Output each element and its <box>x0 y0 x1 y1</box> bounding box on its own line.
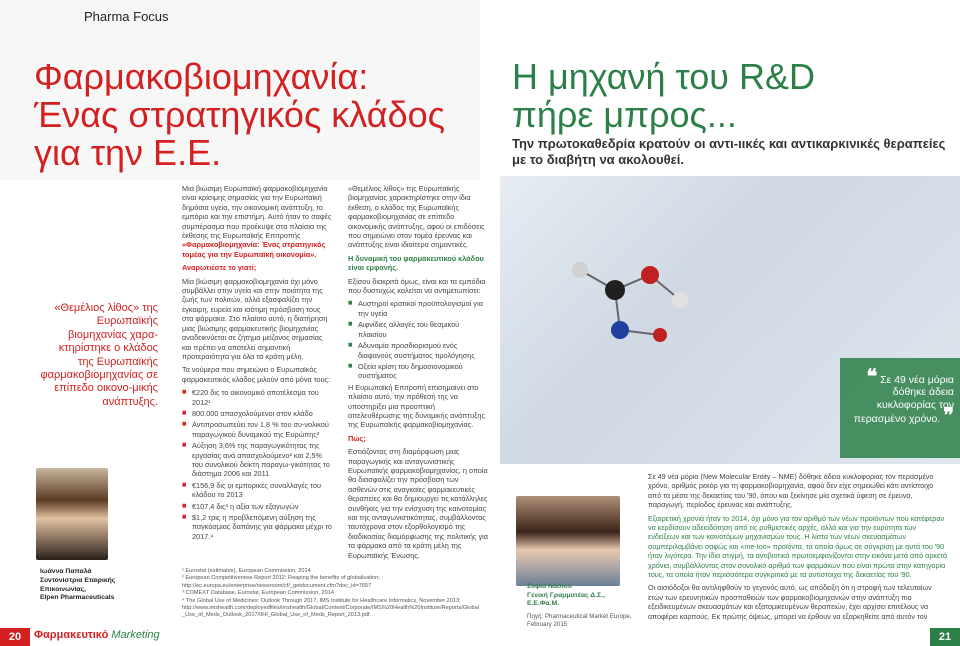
pull-quote-left: «Θεμέλιος λίθος» της Ευρωπαϊκής βιομηχανίας χαρα-κτηρίστηκε ο κλάδος της Ευρωπαϊκής φαρμακοβιομηχανίας σε επίπεδο οικονο-μικής ανάπτυξης. <box>40 302 158 408</box>
title-line: πήρε μπρος... <box>512 94 737 135</box>
footnote: ² European Competitiveness Report 2012: Reaping the benefits of globalisation; <box>182 575 380 582</box>
pull-quote-right: ❝ Σε 49 νέα μόρια δόθηκε άδεια κυκλοφορίας τον περασμένο χρόνο. ❞ <box>853 366 954 428</box>
article-title-right <box>512 58 952 134</box>
paragraph: Εξίσου διακριτά όμως, είναι και τα εμπόδια που δυστυχώς καλείται να αντιμετωπίσει: <box>348 276 486 296</box>
list-item: ▮▮ Αιφνίδιες αλλαγές του θεσμικού πλαισίου <box>348 320 488 339</box>
report-title: «Φαρμακοβιομηχανία: Ένας στρατηγικός τομέας για την Ευρωπαϊκή οικονομία». <box>182 240 326 259</box>
footnote-link[interactable]: http://www.imshealth.com/deployedfiles/imshealth/Global/Content/Corporate/IMS%20Health%20Institute/Reports/Global_Use_of_Meds_Outlook_2017/IIHI_Global_Use_of_Meds_Report_2013.pdf. <box>182 605 479 619</box>
paragraph: Οι αισιόδοξοι θα αντιληφθούν το γεγονός αυτό, ως απόδειξη ότι η στροφή των τελευταίων ετών των ερευνητικών προσπαθειών των φαρμακοβιομηχανιών στην ανάπτυξη πιο εξειδικευμένων σκευασμάτων και εξατομικευμένων θεραπειών, έχει αρχίσει επιτέλους να αποφέρει καρπούς. Εκ πρώτης όψεως, μπορεί να έρθουν να εξαρκηθείτε από αυτόν τον <box>648 583 932 621</box>
section-heading: Αναρωτιέστε το γιατί; <box>182 263 257 273</box>
article-column-3 <box>648 472 948 625</box>
article-column-1 <box>182 184 332 543</box>
paragraph: Εστιάζοντας στη διαμόρφωση μιας παραγωγικής και ανταγωνιστικής Ευρωπαϊκής φαρμακοβιομηχανίας, η οποία θα διασφαλίζει την πρόσβαση των ασθενών στις αναγκαίες φαρμακευτικές θεραπείες και θα δημιουργεί τις κατάλληλες συνθήκες για την ενίσχυση της καινοτομίας και της ανταγωνιστικότητας, συμβάλλοντας ταυτόχρονα στον εξορθολογισμό της διαδικασίας διαμόρφωσης της πολιτικής για τα φάρμακα από τα κράτη μέλη της Ευρωπαϊκής Ένωσης. <box>348 447 488 560</box>
paragraph: Μια βιώσιμη Ευρωπαϊκή φαρμακοβιομηχανία είναι κρίσιμης σημασίας για την Ευρωπαϊκή δημόσια υγεία, την οικονομική ανάπτυξη, το εμπόριο και την επιστήμη. Αυτό ήταν το σαφές συμπέρασμα που προέκυψε στα πλαίσια της έκθεσης της Ευρωπαϊκής Επιτροπής «Φαρμακοβιομηχανία: Ένας στρατηγικός τομέας για την Ευρωπαϊκή οικονομία». <box>182 184 332 259</box>
source-note: Πηγή: Pharmaceutical Market Europe, February 2015 <box>527 613 632 628</box>
open-quote-icon: ❝ <box>866 366 878 388</box>
footnote-link[interactable]: http://ec.europa.eu/enterprise/newsroom/cf/_getdocument.cfm?doc_id=7657 <box>182 582 372 589</box>
section-label: Pharma Focus <box>84 9 169 24</box>
article-column-2 <box>348 184 488 564</box>
person-company: Elpen Pharmaceuticals <box>40 594 115 602</box>
person-company: Ε.Ε.Φα.Μ. <box>527 600 560 608</box>
list-item: ▮▮ Αυστηροί κρατικοί προϋπολογισμοί για την υγεία <box>348 299 488 318</box>
list-item: ▮▮ €107,4 δις³ η αξία των εξαγωγών <box>182 502 332 511</box>
person-name: Σοφία Νάσιου <box>527 583 572 590</box>
page-number-right: 21 <box>930 628 960 646</box>
footnote: ³ COMEXT Database, Eurostat, European Commission, 2014 <box>182 590 334 597</box>
person-role: Συντονίστρια Εταιρικής Επικοινωνίας, <box>40 576 116 593</box>
paragraph: Τα νούμερα που σημειώνει ο Ευρωπαϊκός φαρμακευτικός κλάδος μιλούν από μόνα τους: <box>182 365 331 384</box>
list-item: ▮▮ Αύξηση 3,6% της παραγωγικότητας της εργασίας ανά απασχολούμενο² και 2,5% του συνολικού δείκτη παραγω-γικότητας το διάστημα 2006 και 2011 <box>182 441 332 479</box>
person-name: Ιωάννα Παπαλά <box>40 568 92 575</box>
list-item: ▮▮ Οξεία κρίση του δημοσιονομικού συστήματος <box>348 362 488 381</box>
list-item: ▮▮ €156,9 δις οι εμπορικές συναλλαγές του κλάδου το 2013 <box>182 481 332 500</box>
footnote: ⁴ The Global Use of Medicines: Outlook Through 2017, IMS Institute for Healthcare Informatics, November 2013; <box>182 597 461 604</box>
molecule-illustration <box>560 240 700 360</box>
paragraph: Η Ευρωπαϊκή Επιτροπή επισημαίνει στο πλαίσιο αυτό, την πρόθεσή της να υποστηρίξει μια προοπτική απελευθέρωσης της δυναμικής ανάπτυξης της Ευρωπαϊκής φαρμακοβιομηχανίας. <box>348 382 485 430</box>
bullet-list <box>348 299 488 380</box>
footnote: ¹ Eurostat (estimates), European Commission, 2014 <box>182 568 311 574</box>
close-quote-icon: ❞ <box>943 405 954 428</box>
portrait-photo <box>516 496 620 586</box>
person-role: Γενική Γραμματέας Δ.Σ., <box>527 591 605 599</box>
list-item: ▮▮ 800.000 απασχολούμενοι στον κλάδο <box>182 409 332 418</box>
title-line: Φαρμακοβιομηχανία: <box>34 56 369 97</box>
portrait-photo <box>36 468 108 560</box>
list-item: ▮▮ €220 δις το οικονομικό αποτέλεσμα του 2012¹ <box>182 388 332 407</box>
paragraph: «Θεμέλιος λίθος» της Ευρωπαϊκής βιομηχανίας χαρακτηρίστηκε στην ίδια έκθεση, ο κλάδος της Ευρωπαϊκής φαρμακοβιομηχανίας σε επίπεδο οικονομικής ανάπτυξης, αφού οι επιδόσεις που σημειώνει στον τομέα έρευνας και ανάπτυξης είναι ιδιαίτερα σημαντικές. <box>348 184 485 250</box>
article-title-left <box>34 58 454 172</box>
paragraph: Σε 49 νέα μόρια (New Molecular Entity – NME) δόθηκε άδεια κυκλοφορίας τον περασμένο χρόνο, αριθμός ρεκόρ για τη φαρμακοβιομηχανία, αφού δεν είχε σημειωθεί κάτι αντίστοιχο από τα μέσα της δεκαετίας του '90, όπου και ξεκίνησε μία σχετικά ύφεση σε έρευνα, παραγωγή, περίοδος έρευνας και ανάπτυξης. <box>648 472 934 510</box>
title-line: Η μηχανή του R&D <box>512 56 815 97</box>
list-item: ▮▮ Αδυναμία προσδιορισμού ενός διαφανούς συστήματος τιμολόγησης <box>348 341 488 360</box>
list-item: ▮▮ $1,2 τρις η προβλεπόμενη αύξηση της παγκόσμιας δαπάνης για φάρμακα μέχρι το 2017.⁴ <box>182 513 332 541</box>
paragraph: Μία βιώσιμη φαρμακοβιομηχανία όχι μόνο συμβάλλει στην υγεία και στην ποιότητα της ζωής των πολιτών, αλλά εξασφαλίζει την έγκαιρη, ευρεία και ισότιμη πρόσβαση τους στα φάρμακα. Στο πλαίσιο αυτό, η διατήρηση μιας βιώσιμης φαρμακευτικής βιομηχανίας αναδεικνύεται σε ζήτημα μείζονος σημασίας και πρέπει να αποτελεί σημαντική προτεραιότητα για όλα τα κράτη μέλη. <box>182 276 328 361</box>
person-caption-right <box>527 583 637 609</box>
list-item: ▮▮ Αντιπροσωπεύει τον 1,8 % του συ-νολικού παραγωγικού δυναμικού της Ευρώπης² <box>182 420 332 439</box>
article-subtitle: Την πρωτοκαθεδρία κρατούν οι αντι-ιικές και αντικαρκινικές θεραπείες με το διαβήτη να ακολουθεί. <box>512 136 946 167</box>
footnotes <box>182 568 482 620</box>
bullet-list <box>182 388 332 541</box>
title-line: Ένας στρατηγικός κλάδος <box>34 94 445 135</box>
section-heading: Η δυναμική του φαρμακευτικού κλάδου είναι εμφανής. <box>348 253 484 273</box>
section-heading: Πώς; <box>348 433 366 443</box>
title-line: για την Ε.Ε. <box>34 132 222 173</box>
magazine-logo: Φαρμακευτικό Marketing <box>34 629 160 641</box>
page-number-left: 20 <box>0 628 30 646</box>
person-caption-left <box>40 568 150 603</box>
paragraph: Εξαιρετική χρονιά ήταν το 2014, όχι μόνο για τον αριθμό των νέων προϊόντων που κατέφεραν να κερδίσουν αδειοδότηση από τις ρυθμιστικές αρχές, αλλά και για την ευρύτητα των ενδείξεων και των καινοτόμων μηχανισμών τους. Η λίστα των νέων σκευασμάτων συμπεριλαμβάνει σαφώς και «me-too» προϊόντα, τα οποία όμως σε σύγκριση με αυτά του '90 ήταν λιγότερα. Την ίδια στιγμή, τα αντιβιοτικά πρωτοεμφανίζονται στην εικόνα μετά από αρκετά χρόνια, συμβάλλοντας στον συνολικό αριθμό των φαρμάκων που είναι πρώτα στην κατηγορία τους, τα οποία ήταν περισσότερα συγκριτικά με τα αντίστοιχα της δεκαετίας του '90. <box>648 513 948 580</box>
